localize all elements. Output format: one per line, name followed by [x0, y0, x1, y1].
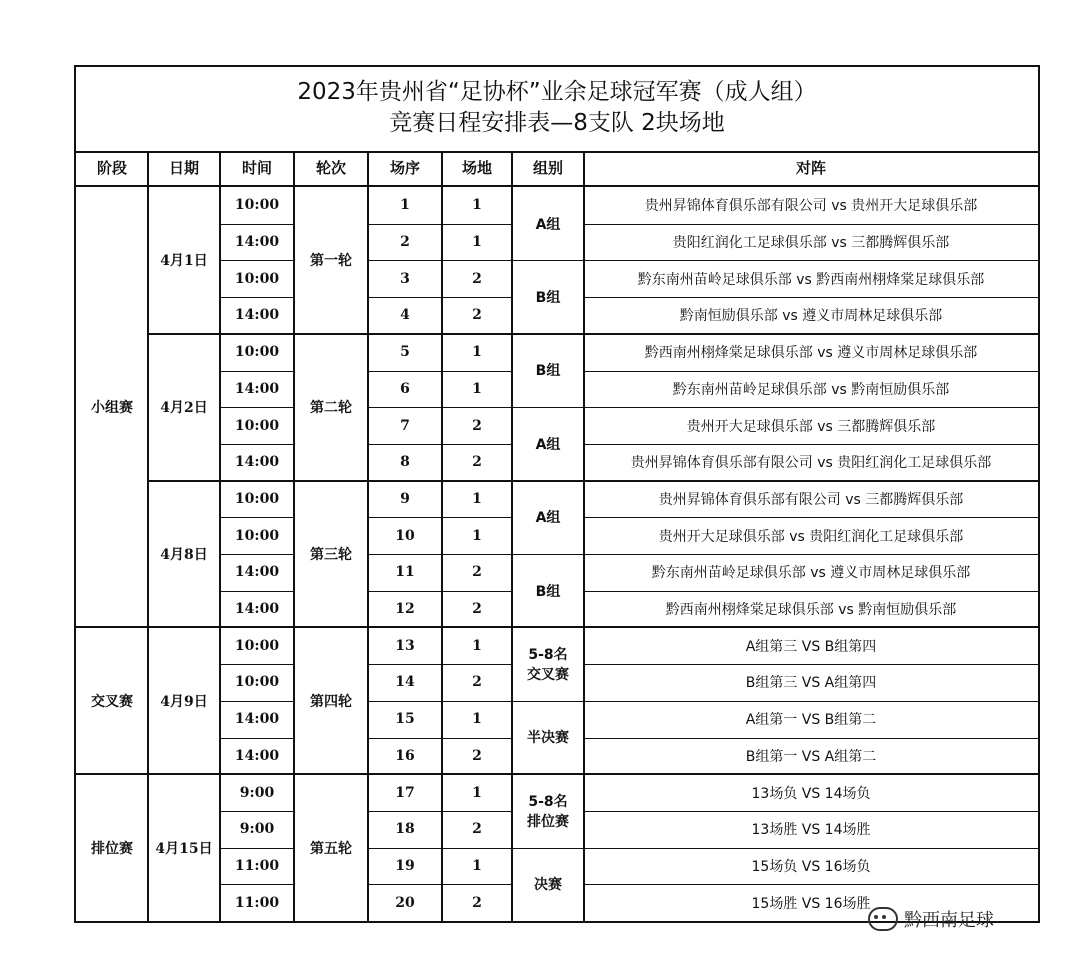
row-divider — [584, 811, 1038, 812]
row-divider — [220, 738, 294, 739]
field-cell: 2 — [472, 564, 482, 581]
row-divider — [220, 811, 294, 812]
field-cell: 1 — [472, 490, 482, 507]
matchup-cell: 贵州开大足球俱乐部 vs 三都腾辉俱乐部 — [686, 418, 936, 435]
stage-label: 排位赛 — [91, 840, 133, 857]
row-divider — [220, 444, 294, 445]
match-no-cell: 14 — [395, 674, 415, 691]
matchup-cell: B组第一 VS A组第二 — [745, 748, 877, 765]
row-divider — [512, 848, 584, 849]
row-divider — [584, 738, 1038, 739]
wechat-icon — [868, 907, 898, 931]
match-no-cell: 20 — [395, 894, 415, 911]
row-divider — [368, 848, 512, 849]
field-cell: 1 — [472, 711, 482, 728]
row-divider — [220, 554, 294, 555]
row-divider — [584, 884, 1038, 885]
header-round: 轮次 — [315, 159, 346, 177]
stage-label: 小组赛 — [91, 400, 133, 417]
field-cell: 1 — [472, 527, 482, 544]
matchup-cell: 13场负 VS 14场负 — [751, 785, 871, 802]
title-line-1: 2023年贵州省“足协杯”业余足球冠军赛（成人组） — [297, 79, 817, 105]
match-no-cell: 9 — [400, 490, 410, 507]
header-field: 场地 — [461, 159, 492, 177]
field-cell: 2 — [472, 894, 482, 911]
date-cell: 4月2日 — [160, 400, 208, 417]
column-divider — [583, 151, 585, 921]
row-divider — [368, 554, 512, 555]
field-cell: 2 — [472, 601, 482, 618]
row-divider — [584, 444, 1038, 445]
field-cell: 2 — [472, 270, 482, 287]
row-divider — [220, 517, 294, 518]
stage-label: 交叉赛 — [91, 693, 133, 710]
match-no-cell: 17 — [395, 784, 415, 801]
row-divider — [148, 333, 368, 335]
matchup-cell: 贵州开大足球俱乐部 vs 贵阳红润化工足球俱乐部 — [658, 528, 964, 545]
row-divider — [76, 626, 148, 628]
field-cell: 1 — [472, 234, 482, 251]
time-cell: 10:00 — [234, 674, 280, 691]
match-no-cell: 12 — [395, 601, 415, 618]
field-cell: 2 — [472, 747, 482, 764]
time-cell: 11:00 — [234, 857, 280, 874]
header-matchup: 对阵 — [795, 159, 826, 177]
time-cell: 9:00 — [239, 821, 275, 838]
row-divider — [220, 591, 294, 592]
row-divider — [220, 848, 294, 849]
time-cell: 14:00 — [234, 711, 280, 728]
row-divider — [584, 407, 1038, 408]
match-no-cell: 13 — [395, 637, 415, 654]
row-divider — [148, 480, 368, 482]
row-divider — [512, 701, 584, 702]
header-match-no: 场序 — [389, 159, 420, 177]
schedule-table — [74, 65, 1040, 923]
watermark — [868, 906, 994, 932]
table-title — [76, 67, 1038, 153]
time-cell: 14:00 — [234, 564, 280, 581]
date-cell: 4月15日 — [155, 840, 213, 857]
row-divider — [368, 480, 1038, 482]
header-time: 时间 — [241, 159, 272, 177]
field-cell: 2 — [472, 821, 482, 838]
matchup-cell: 贵州昇锦体育俱乐部有限公司 vs 三都腾辉俱乐部 — [658, 491, 964, 508]
watermark-text: 黔西南足球 — [904, 910, 994, 931]
round-cell: 第三轮 — [310, 546, 352, 563]
row-divider — [148, 773, 368, 775]
row-divider — [368, 297, 512, 298]
match-no-cell: 15 — [395, 711, 415, 728]
time-cell: 11:00 — [234, 894, 280, 911]
row-divider — [220, 884, 294, 885]
round-cell: 第五轮 — [310, 840, 352, 857]
matchup-cell: A组第一 VS B组第二 — [745, 712, 877, 729]
field-cell: 1 — [472, 380, 482, 397]
group-cell: B组 — [535, 290, 561, 307]
time-cell: 10:00 — [234, 270, 280, 287]
time-cell: 10:00 — [234, 417, 280, 434]
row-divider — [148, 626, 368, 628]
group-cell: B组 — [535, 583, 561, 600]
row-divider — [584, 224, 1038, 225]
time-cell: 10:00 — [234, 637, 280, 654]
matchup-cell: B组第三 VS A组第四 — [745, 675, 877, 692]
matchup-cell: 贵州昇锦体育俱乐部有限公司 vs 贵阳红润化工足球俱乐部 — [630, 455, 992, 472]
row-divider — [584, 701, 1038, 702]
match-no-cell: 4 — [400, 307, 410, 324]
matchup-cell: 黔东南州苗岭足球俱乐部 vs 黔西南州栩烽棠足球俱乐部 — [637, 271, 985, 288]
row-divider — [512, 554, 584, 555]
row-divider — [220, 260, 294, 261]
matchup-cell: 黔南恒励俱乐部 vs 遵义市周林足球俱乐部 — [679, 308, 943, 325]
round-cell: 第一轮 — [310, 253, 352, 270]
column-divider — [147, 151, 149, 921]
row-divider — [368, 664, 512, 665]
row-divider — [368, 260, 512, 261]
row-divider — [368, 701, 512, 702]
time-cell: 14:00 — [234, 747, 280, 764]
column-divider — [441, 151, 443, 921]
time-cell: 14:00 — [234, 234, 280, 251]
group-cell: 5-8名 交叉赛 — [527, 647, 569, 684]
row-divider — [512, 260, 584, 261]
row-divider — [220, 407, 294, 408]
row-divider — [584, 517, 1038, 518]
row-divider — [584, 297, 1038, 298]
time-cell: 10:00 — [234, 527, 280, 544]
header-group: 组别 — [532, 159, 563, 177]
matchup-cell: 黔西南州栩烽棠足球俱乐部 vs 黔南恒励俱乐部 — [665, 602, 957, 619]
column-divider — [511, 151, 513, 921]
matchup-cell: 15场胜 VS 16场胜 — [751, 895, 871, 912]
matchup-cell: A组第三 VS B组第四 — [745, 638, 877, 655]
matchup-cell: 贵州昇锦体育俱乐部有限公司 vs 贵州开大足球俱乐部 — [644, 198, 978, 215]
field-cell: 1 — [472, 784, 482, 801]
field-cell: 1 — [472, 344, 482, 361]
row-divider — [220, 371, 294, 372]
field-cell: 2 — [472, 454, 482, 471]
row-divider — [584, 554, 1038, 555]
row-divider — [368, 884, 512, 885]
matchup-cell: 黔东南州苗岭足球俱乐部 vs 黔南恒励俱乐部 — [672, 381, 950, 398]
date-cell: 4月9日 — [160, 693, 208, 710]
group-cell: 5-8名 排位赛 — [527, 793, 569, 830]
matchup-cell: 贵阳红润化工足球俱乐部 vs 三都腾辉俱乐部 — [672, 235, 950, 252]
row-divider — [584, 371, 1038, 372]
field-cell: 2 — [472, 307, 482, 324]
row-divider — [368, 773, 1038, 775]
matchup-cell: 13场胜 VS 14场胜 — [751, 822, 871, 839]
time-cell: 10:00 — [234, 344, 280, 361]
group-cell: 决赛 — [534, 877, 562, 894]
group-cell: B组 — [535, 363, 561, 380]
match-no-cell: 5 — [400, 344, 410, 361]
match-no-cell: 19 — [395, 857, 415, 874]
row-divider — [368, 444, 512, 445]
field-cell: 1 — [472, 637, 482, 654]
time-cell: 9:00 — [239, 784, 275, 801]
row-divider — [584, 848, 1038, 849]
time-cell: 14:00 — [234, 601, 280, 618]
matchup-cell: 黔东南州苗岭足球俱乐部 vs 遵义市周林足球俱乐部 — [651, 565, 971, 582]
row-divider — [76, 773, 148, 775]
group-cell: A组 — [535, 436, 561, 453]
column-divider — [219, 151, 221, 921]
row-divider — [368, 517, 512, 518]
field-cell: 1 — [472, 197, 482, 214]
matchup-cell: 黔西南州栩烽棠足球俱乐部 vs 遵义市周林足球俱乐部 — [644, 345, 978, 362]
header-stage: 阶段 — [96, 159, 127, 177]
time-cell: 14:00 — [234, 454, 280, 471]
time-cell: 14:00 — [234, 307, 280, 324]
row-divider — [584, 591, 1038, 592]
date-cell: 4月8日 — [160, 546, 208, 563]
time-cell: 10:00 — [234, 490, 280, 507]
row-divider — [220, 297, 294, 298]
row-divider — [220, 664, 294, 665]
time-cell: 14:00 — [234, 380, 280, 397]
group-cell: A组 — [535, 216, 561, 233]
row-divider — [368, 626, 1038, 628]
match-no-cell: 7 — [400, 417, 410, 434]
round-cell: 第四轮 — [310, 693, 352, 710]
row-divider — [368, 591, 512, 592]
row-divider — [368, 738, 512, 739]
match-no-cell: 8 — [400, 454, 410, 471]
row-divider — [584, 664, 1038, 665]
match-no-cell: 16 — [395, 747, 415, 764]
column-divider — [293, 151, 295, 921]
header-date: 日期 — [168, 159, 199, 177]
date-cell: 4月1日 — [160, 253, 208, 270]
match-no-cell: 6 — [400, 380, 410, 397]
column-divider — [367, 151, 369, 921]
row-divider — [220, 224, 294, 225]
match-no-cell: 1 — [400, 197, 410, 214]
row-divider — [220, 701, 294, 702]
match-no-cell: 11 — [395, 564, 415, 581]
matchup-cell: 15场负 VS 16场负 — [751, 858, 871, 875]
match-no-cell: 3 — [400, 270, 410, 287]
row-divider — [512, 407, 584, 408]
row-divider — [368, 224, 512, 225]
match-no-cell: 18 — [395, 821, 415, 838]
field-cell: 2 — [472, 417, 482, 434]
match-no-cell: 2 — [400, 234, 410, 251]
title-line-2: 竞赛日程安排表—8支队 2块场地 — [389, 110, 725, 136]
row-divider — [584, 260, 1038, 261]
row-divider — [368, 407, 512, 408]
row-divider — [368, 333, 1038, 335]
field-cell: 2 — [472, 674, 482, 691]
time-cell: 10:00 — [234, 197, 280, 214]
row-divider — [368, 811, 512, 812]
group-cell: A组 — [535, 510, 561, 527]
group-cell: 半决赛 — [527, 730, 569, 747]
round-cell: 第二轮 — [310, 400, 352, 417]
field-cell: 1 — [472, 857, 482, 874]
match-no-cell: 10 — [395, 527, 415, 544]
row-divider — [368, 371, 512, 372]
